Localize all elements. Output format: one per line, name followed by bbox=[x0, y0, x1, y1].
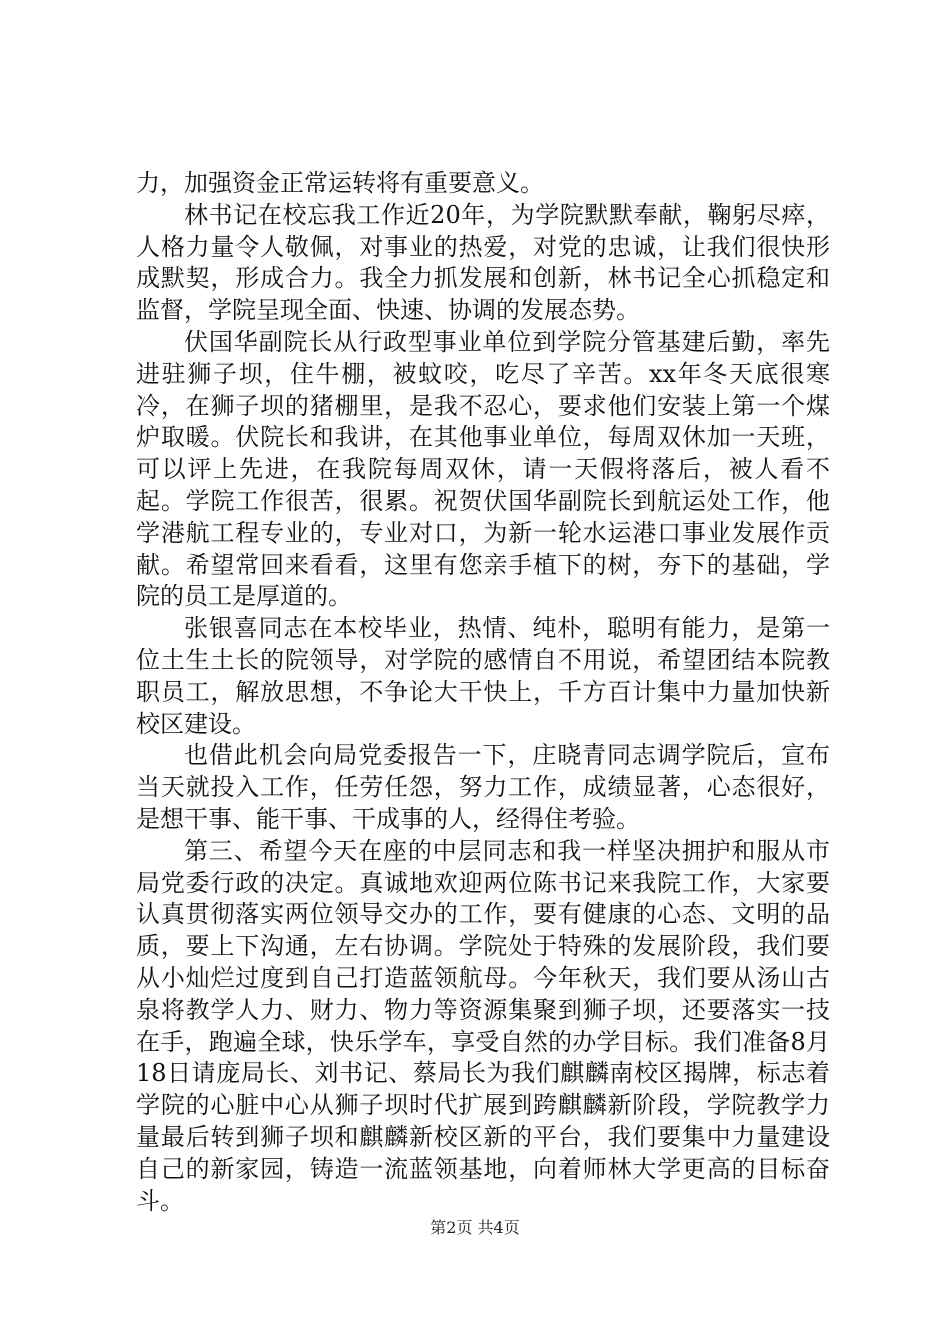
document-body bbox=[136, 168, 830, 1217]
paragraph-2: 林书记在校忘我工作近20年，为学院默默奉献，鞠躬尽瘁，人格力量令人敬佩，对事业的热爱，对党的忠诚，让我们很快形成默契，形成合力。我全力抓发展和创新，林书记全心抓稳定和监督，学院呈现全面、快速、协调的发展态势。 bbox=[136, 200, 830, 325]
paragraph-3: 伏国华副院长从行政型事业单位到学院分管基建后勤，率先进驻狮子坝，住牛棚，被蚊咬，吃尽了辛苦。xx年冬天底很寒冷，在狮子坝的猪棚里，是我不忍心，要求他们安装上第一个煤炉取暖。伏院长和我讲，在其他事业单位，每周双休加一天班，可以评上先进，在我院每周双休，请一天假将落后，被人看不起。学院工作很苦，很累。祝贺伏国华副院长到航运处工作，他学港航工程专业的，专业对口，为新一轮水运港口事业发展作贡献。希望常回来看看，这里有您亲手植下的树，夯下的基础，学院的员工是厚道的。 bbox=[136, 327, 830, 611]
paragraph-5: 也借此机会向局党委报告一下，庄晓青同志调学院后，宣布当天就投入工作，任劳任怨，努力工作，成绩显著，心态很好，是想干事、能干事、干成事的人，经得住考验。 bbox=[136, 741, 830, 833]
paragraph-4: 张银喜同志在本校毕业，热情、纯朴，聪明有能力，是第一位土生土长的院领导，对学院的感情自不用说，希望团结本院教职员工，解放思想，不争论大干快上，千方百计集中力量加快新校区建设。 bbox=[136, 614, 830, 738]
paragraph-1: 力，加强资金正常运转将有重要意义。 bbox=[136, 169, 544, 197]
paragraph-6: 第三、希望今天在座的中层同志和我一样坚决拥护和服从市局党委行政的决定。真诚地欢迎两位陈书记来我院工作，大家要认真贯彻落实两位领导交办的工作，要有健康的心态、文明的品质，要上下沟通，左右协调。学院处于特殊的发展阶段，我们要从小灿烂过度到自己打造蓝领航母。今年秋天，我们要从汤山古泉将教学人力、财力、物力等资源集聚到狮子坝，还要落实一技在手，跑遍全球，快乐学车，享受自然的办学目标。我们准备8月18日请庞局长、刘书记、蔡局长为我们麒麟南校区揭牌，标志着学院的心脏中心从狮子坝时代扩展到跨麒麟新阶段，学院教学力量最后转到狮子坝和麒麟新校区新的平台，我们要集中力量建设自己的新家园，铸造一流蓝领基地，向着师林大学更高的目标奋斗。 bbox=[136, 836, 830, 1215]
page-number-footer: 第2页 共4页 bbox=[430, 1218, 520, 1237]
